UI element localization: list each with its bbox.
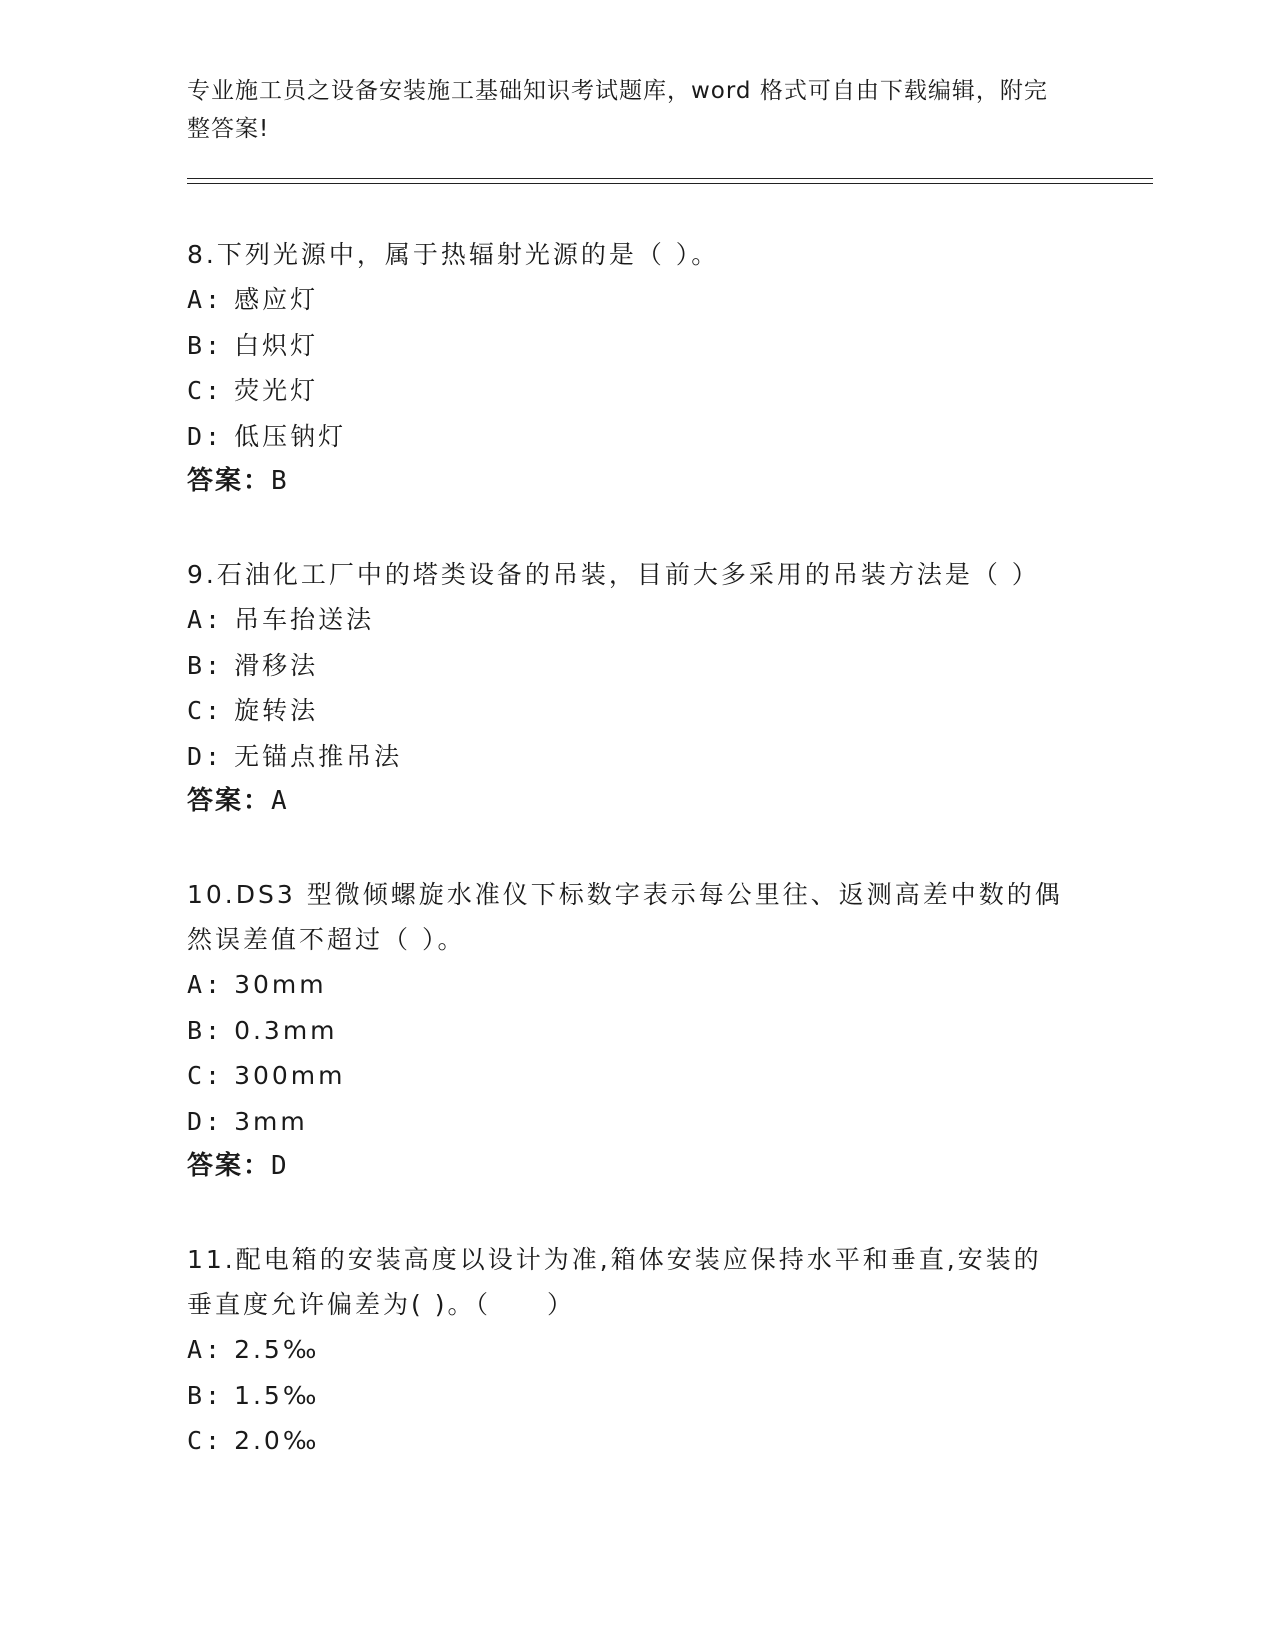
option-letter: C: [187, 1426, 224, 1455]
option-c [187, 1418, 1087, 1464]
header-divider-bottom [187, 183, 1153, 184]
option-b [187, 643, 1087, 689]
header-line-2: 整答案! [187, 116, 270, 142]
option-text: 滑移法 [234, 650, 319, 680]
option-c [187, 1053, 1087, 1099]
header-divider-top [187, 178, 1153, 179]
answer-value: D [271, 1151, 289, 1181]
option-letter: C: [187, 1061, 224, 1090]
question-stem-line-1: 10.DS3 型微倾螺旋水准仪下标数字表示每公里往、返测高差中数的偶 [187, 880, 1063, 909]
option-text: 白炽灯 [234, 330, 319, 360]
option-text: 30mm [234, 970, 327, 999]
option-letter: C: [187, 696, 224, 725]
option-a [187, 1327, 1087, 1373]
document-header [187, 72, 1087, 148]
question-8 [187, 232, 1087, 504]
option-text: 无锚点推吊法 [234, 741, 403, 771]
option-d [187, 414, 1087, 460]
option-b [187, 323, 1087, 369]
option-a [187, 597, 1087, 643]
answer-label: 答案： [187, 786, 272, 816]
option-letter: D: [187, 421, 224, 451]
option-text: 感应灯 [234, 285, 319, 314]
option-d [187, 734, 1087, 780]
option-letter: B: [187, 650, 224, 680]
answer [187, 1144, 1087, 1189]
question-11 [187, 1237, 1087, 1464]
option-d [187, 1099, 1087, 1145]
question-stem-line-1: 11.配电箱的安装高度以设计为准,箱体安装应保持水平和垂直,安装的 [187, 1245, 1042, 1274]
option-letter: A: [187, 970, 224, 999]
option-letter: B: [187, 1380, 224, 1410]
option-text: 低压钠灯 [234, 421, 347, 451]
question-stem: 9.石油化工厂中的塔类设备的吊装，目前大多采用的吊装方法是（ ） [187, 560, 1040, 589]
option-text: 2.0‰ [234, 1426, 320, 1455]
answer-label: 答案： [187, 1151, 272, 1181]
answer [187, 459, 1087, 504]
answer [187, 779, 1087, 824]
question-10 [187, 872, 1087, 1189]
option-letter: B: [187, 1015, 224, 1045]
option-a [187, 962, 1087, 1008]
option-letter: B: [187, 330, 224, 360]
question-9 [187, 552, 1087, 824]
option-letter: D: [187, 1106, 224, 1136]
option-text: 2.5‰ [234, 1335, 320, 1364]
option-letter: C: [187, 376, 224, 405]
option-text: 旋转法 [234, 696, 319, 725]
question-stem-line-2: 垂直度允许偏差为( )。（ ） [187, 1290, 575, 1319]
question-stem-line-2: 然误差值不超过（ ）。 [187, 925, 466, 954]
option-letter: A: [187, 285, 224, 314]
option-c [187, 688, 1087, 734]
option-text: 吊车抬送法 [234, 605, 375, 634]
header-line-1: 专业施工员之设备安装施工基础知识考试题库，word 格式可自由下载编辑，附完 [187, 78, 1048, 104]
option-letter: A: [187, 1335, 224, 1364]
option-a [187, 277, 1087, 323]
option-b [187, 1008, 1087, 1054]
option-letter: D: [187, 741, 224, 771]
option-text: 1.5‰ [234, 1380, 320, 1410]
question-stem: 8.下列光源中，属于热辐射光源的是（ ）。 [187, 240, 720, 269]
option-text: 300mm [234, 1061, 346, 1090]
option-text: 0.3mm [234, 1015, 338, 1045]
answer-value: A [271, 786, 289, 816]
option-c [187, 368, 1087, 414]
option-b [187, 1373, 1087, 1419]
option-text: 荧光灯 [234, 376, 319, 405]
option-letter: A: [187, 605, 224, 634]
answer-value: B [271, 466, 289, 496]
option-text: 3mm [234, 1106, 308, 1136]
answer-label: 答案： [187, 466, 272, 496]
